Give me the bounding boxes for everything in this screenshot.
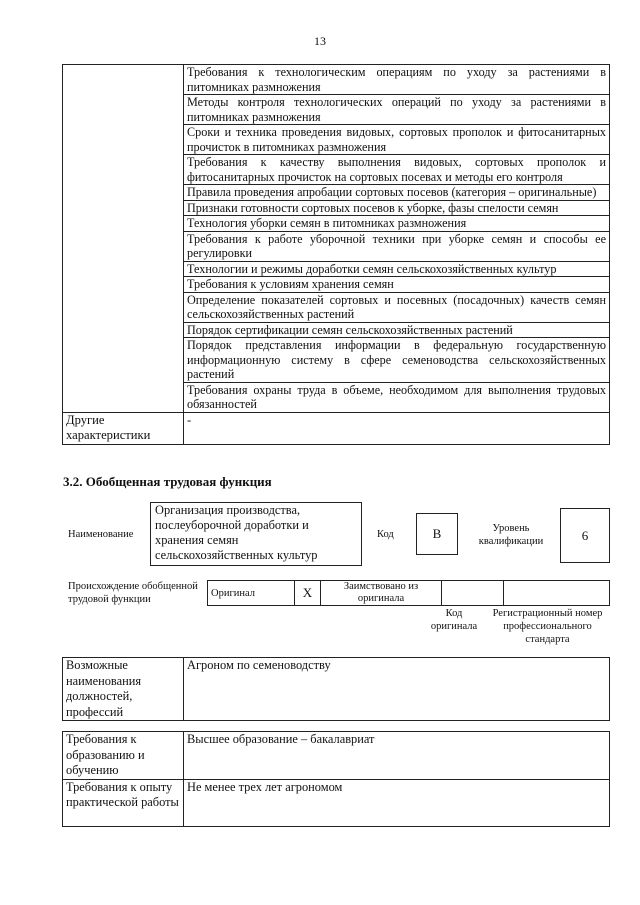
table-row [63,732,610,780]
knowledge-item: Технологии и режимы доработки семян сельскохозяйственных культур [184,261,610,277]
table-row [63,65,610,95]
experience-value: Не менее трех лет агрономом [184,779,610,826]
level-value: 6 [560,508,610,563]
registration-number-cell [504,581,610,606]
knowledge-item: Требования к качеству выполнения видовых, сортовых прополок и фитосанитарных прочисток на сортовых посевах и методы его контроля [184,155,610,185]
origin-table [207,580,610,606]
borrowed-label: Заимствовано из оригинала [321,581,442,606]
name-label: Наименование [68,529,134,540]
knowledge-item: Сроки и техника проведения видовых, сортовых прополок и фитосанитарных прочисток в питомниках размножения [184,125,610,155]
code-value: B [416,513,458,555]
reg-number-caption: Регистрационный номер профессионального стандарта [492,608,603,645]
knowledge-item: Порядок сертификации семян сельскохозяйственных растений [184,322,610,338]
table-row [63,412,610,444]
education-label: Требования к образованию и обучению [63,732,184,780]
original-label: Оригинал [208,581,295,606]
knowledge-item: Определение показателей сортовых и посевных (посадочных) качеств семян сельскохозяйственных растений [184,292,610,322]
knowledge-item: Методы контроля технологических операций по уходу за растениями в питомниках размножения [184,95,610,125]
section-title: 3.2. Обобщенная трудовая функция [63,474,272,489]
knowledge-table [62,64,610,445]
knowledge-item: Технология уборки семян в питомниках размножения [184,216,610,232]
code-caption: Код оригинала [430,608,478,632]
positions-value: Агроном по семеноводству [184,658,610,721]
positions-label: Возможные наименования должностей, профессий [63,658,184,721]
other-characteristics-value: - [184,412,610,444]
level-label: Уровень квалификации [478,523,544,547]
knowledge-item: Требования к технологическим операциям по уходу за растениями в питомниках размножения [184,65,610,95]
table-row [208,581,610,606]
table-row [63,658,610,721]
original-code-cell [442,581,504,606]
empty-cell [63,65,184,413]
experience-label: Требования к опыту практической работы [63,779,184,826]
name-value: Организация производства, послеуборочной доработки и хранения семян сельскохозяйственных культур [150,502,362,566]
knowledge-item: Правила проведения апробации сортовых посевов (категория – оригинальные) [184,185,610,201]
code-label: Код [377,529,394,540]
knowledge-item: Требования к условиям хранения семян [184,277,610,293]
other-characteristics-label: Другие характеристики [63,412,184,444]
knowledge-item: Порядок представления информации в федеральную государственную информационную систему в сфере семеноводства сельскохозяйственных растений [184,338,610,383]
knowledge-item: Требования к работе уборочной техники при уборке семян и способы ее регулировки [184,231,610,261]
page-number: 13 [314,34,326,48]
knowledge-item: Требования охраны труда в объеме, необходимом для выполнения трудовых обязанностей [184,382,610,412]
table-row [63,779,610,826]
original-mark: X [295,581,321,606]
knowledge-item: Признаки готовности сортовых посевов к уборке, фазы спелости семян [184,200,610,216]
education-value: Высшее образование – бакалавриат [184,732,610,780]
requirements-table [62,731,610,827]
positions-table [62,657,610,721]
origin-label: Происхождение обобщенной трудовой функции [68,581,198,605]
